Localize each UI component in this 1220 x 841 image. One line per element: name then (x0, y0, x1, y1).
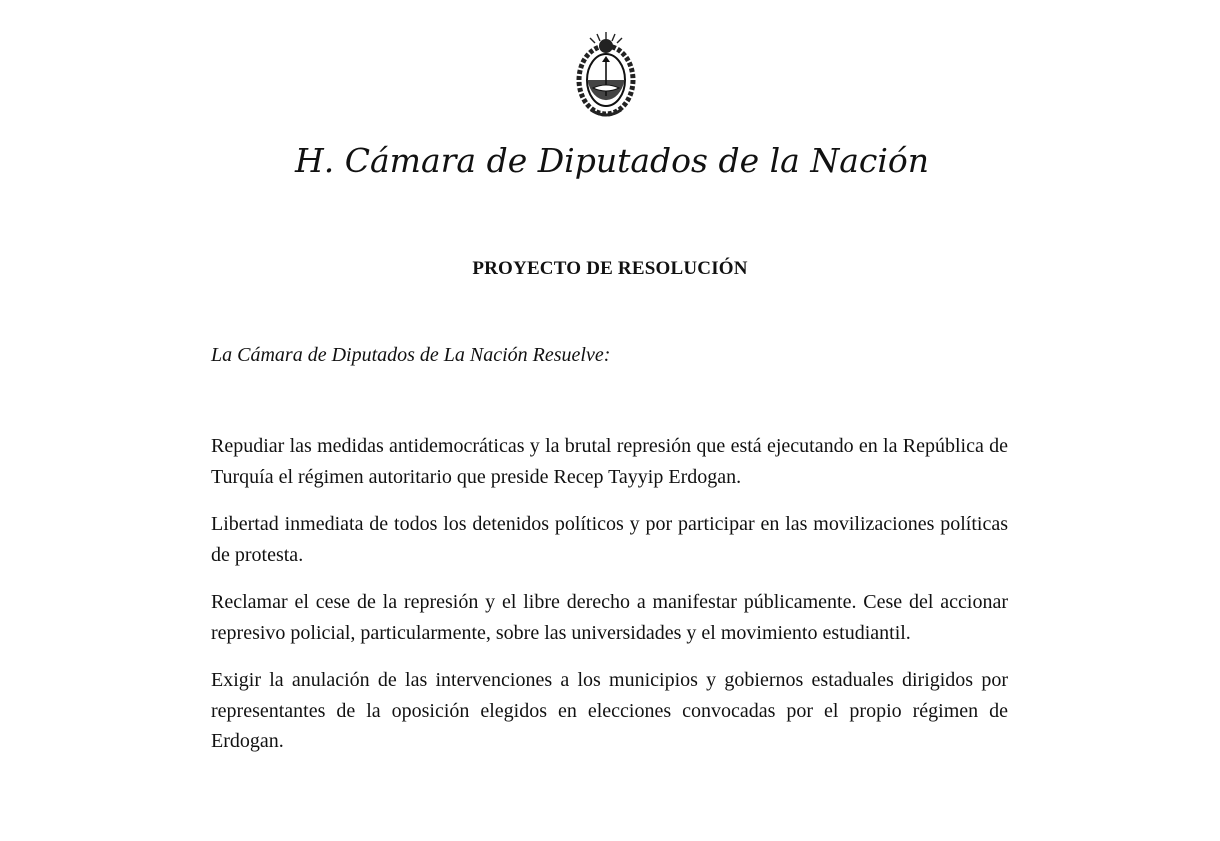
resolution-body (211, 431, 1008, 774)
preamble: La Cámara de Diputados de La Nación Resuelve: (211, 344, 611, 366)
chamber-name-logo (294, 136, 930, 186)
resolution-paragraph: Exigir la anulación de las intervenciones a los municipios y gobiernos estaduales dirigidos por representantes de la oposición elegidos en elecciones convocadas por el propio régimen de Erdogan. (211, 669, 1008, 752)
resolution-paragraph: Reclamar el cese de la represión y el libre derecho a manifestar públicamente. Cese del accionar represivo policial, particularmente, sobre las universidades y el movimiento estudiantil. (211, 591, 1008, 644)
resolution-paragraph: Libertad inmediata de todos los detenidos políticos y por participar en las movilizaciones políticas de protesta. (211, 513, 1008, 566)
chamber-name-text: H. Cámara de Diputados de la Nación (294, 141, 930, 180)
coat-of-arms-icon (573, 30, 639, 122)
document-title: PROYECTO DE RESOLUCIÓN (472, 258, 748, 279)
resolution-paragraph: Repudiar las medidas antidemocráticas y la brutal represión que está ejecutando en la República de Turquía el régimen autoritario que preside Recep Tayyip Erdogan. (211, 435, 1008, 488)
